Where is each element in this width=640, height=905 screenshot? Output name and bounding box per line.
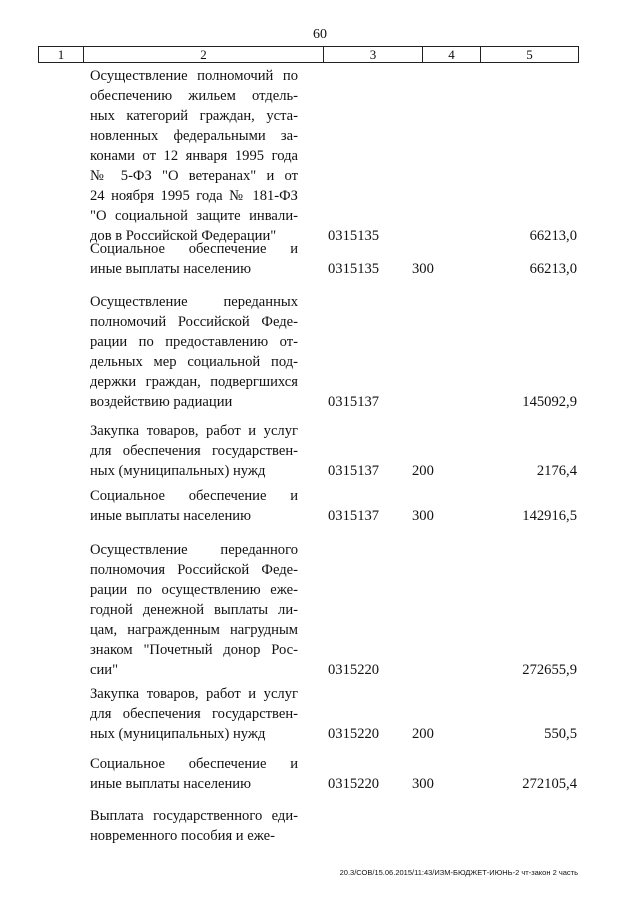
description-line: иные выплаты населению [90, 261, 251, 277]
description-line: новременного пособия и еже- [90, 828, 275, 844]
description-line: № 5-ФЗ "О ветеранах" и от [90, 168, 298, 184]
row-expense-type: 300 [412, 776, 434, 792]
row-expense-type: 200 [412, 726, 434, 742]
row-expense-type: 300 [412, 508, 434, 524]
row-description [90, 239, 298, 279]
column-header-row [38, 46, 579, 63]
row-amount: 66213,0 [529, 228, 577, 244]
description-line: ных (муниципальных) нужд [90, 726, 266, 742]
row-code: 0315220 [328, 776, 380, 792]
description-line: дельных мер социальной под- [90, 354, 298, 370]
column-header-5: 5 [526, 47, 533, 62]
row-description [90, 292, 298, 412]
description-line: Закупка товаров, работ и услуг [90, 423, 298, 439]
description-line: ных (муниципальных) нужд [90, 463, 266, 479]
description-line: годной денежной выплаты ли- [90, 602, 298, 618]
row-description [90, 540, 298, 680]
row-code: 0315135 [328, 228, 380, 244]
description-line: конами от 12 января 1995 года [90, 148, 298, 164]
page-number: 60 [313, 27, 327, 42]
row-description [90, 486, 298, 526]
description-line: иные выплаты населению [90, 508, 251, 524]
description-line: Осуществление переданных [90, 294, 298, 310]
row-description [90, 66, 298, 246]
description-line: "О социальной защите инвали- [90, 208, 298, 224]
row-expense-type: 200 [412, 463, 434, 479]
row-code: 0315137 [328, 508, 380, 524]
column-header-4: 4 [423, 47, 481, 62]
description-line: иные выплаты населению [90, 776, 251, 792]
row-description [90, 421, 298, 481]
row-amount: 272655,9 [522, 662, 577, 678]
description-line: рации по осуществлению еже- [90, 582, 298, 598]
description-line: рации по предоставлению от- [90, 334, 298, 350]
row-code: 0315137 [328, 463, 380, 479]
row-description [90, 754, 298, 794]
description-line: Социальное обеспечение и [90, 756, 298, 772]
description-line: знаком "Почетный донор Рос- [90, 642, 298, 658]
description-line: полномочия Российской Феде- [90, 562, 298, 578]
description-line: Социальное обеспечение и [90, 241, 298, 257]
column-header-2: 2 [84, 47, 324, 62]
description-line: новленных федеральными за- [90, 128, 298, 144]
row-code: 0315137 [328, 394, 380, 410]
row-code: 0315135 [328, 261, 380, 277]
description-line: Социальное обеспечение и [90, 488, 298, 504]
description-line: воздействию радиации [90, 394, 233, 410]
row-amount: 66213,0 [529, 261, 577, 277]
row-description [90, 806, 298, 846]
row-amount: 272105,4 [522, 776, 577, 792]
description-line: сии" [90, 662, 119, 678]
row-amount: 142916,5 [522, 508, 577, 524]
column-header-1: 1 [39, 47, 84, 62]
row-code: 0315220 [328, 726, 380, 742]
row-code: 0315220 [328, 662, 380, 678]
description-line: 24 ноября 1995 года № 181-ФЗ [90, 188, 298, 204]
row-amount: 145092,9 [522, 394, 577, 410]
description-line: дов в Российской Федерации" [90, 228, 277, 244]
row-expense-type: 300 [412, 261, 434, 277]
description-line: Осуществление полномочий по [90, 68, 298, 84]
row-amount: 2176,4 [536, 463, 577, 479]
description-line: держки граждан, подвергшихся [90, 374, 298, 390]
description-line: Закупка товаров, работ и услуг [90, 686, 298, 702]
document-footer: 20.3/СОВ/15.06.2015/11:43/ИЗМ-БЮДЖЕТ-ИЮНЬ-2 чт-закон 2 часть [339, 868, 578, 877]
description-line: полномочий Российской Феде- [90, 314, 298, 330]
row-description [90, 684, 298, 744]
description-line: ных категорий граждан, уста- [90, 108, 298, 124]
description-line: для обеспечения государствен- [90, 443, 298, 459]
column-header-3: 3 [324, 47, 423, 62]
row-amount: 550,5 [544, 726, 577, 742]
description-line: обеспечению жильем отдель- [90, 88, 298, 104]
description-line: Осуществление переданного [90, 542, 298, 558]
description-line: Выплата государственного еди- [90, 808, 298, 824]
description-line: для обеспечения государствен- [90, 706, 298, 722]
description-line: цам, награжденным нагрудным [90, 622, 298, 638]
